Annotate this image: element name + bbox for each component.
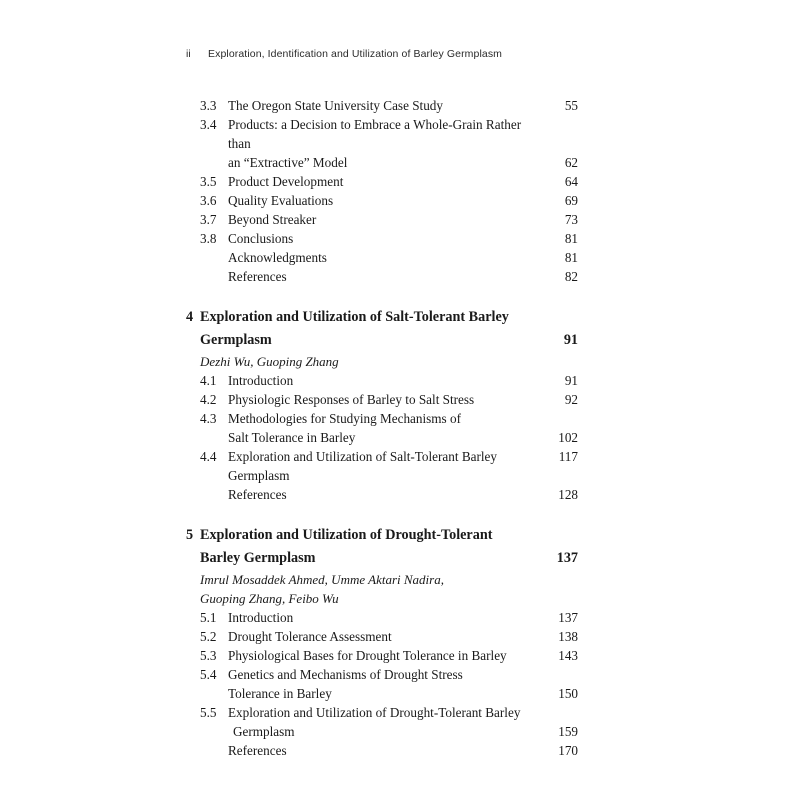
entry-page-number: 64	[564, 174, 578, 189]
toc-entry-continuation[interactable]	[186, 428, 578, 447]
section-gap	[186, 504, 578, 524]
toc-entry-backmatter[interactable]	[186, 485, 578, 504]
toc-entry-continuation[interactable]	[186, 684, 578, 703]
toc-entry-backmatter[interactable]	[186, 248, 578, 267]
section-number: 5.2	[200, 629, 217, 644]
entry-page-number: 170	[558, 743, 578, 758]
entry-title: Exploration and Utilization of Drought-Tolerant Barley	[228, 705, 521, 720]
chapter-authors	[186, 589, 578, 608]
entry-title: Introduction	[228, 610, 294, 625]
entry-page-number: 150	[558, 686, 578, 701]
entry-page-number: 128	[558, 487, 578, 502]
entry-title: Barley Germplasm	[200, 550, 316, 566]
table-of-contents	[186, 96, 578, 760]
entry-title: Acknowledgments	[228, 250, 327, 265]
toc-entry-section[interactable]	[186, 665, 578, 684]
toc-entry-section[interactable]	[186, 96, 578, 115]
entry-page-number: 102	[558, 430, 578, 445]
entry-page-number: 138	[558, 629, 578, 644]
entry-page-number: 62	[564, 155, 578, 170]
entry-title: Products: a Decision to Embrace a Whole-Grain Rather than	[228, 117, 522, 151]
toc-entry-section[interactable]	[186, 646, 578, 665]
toc-entry-continuation[interactable]	[186, 547, 578, 570]
entry-title: The Oregon State University Case Study	[228, 98, 443, 113]
section-number: 4.4	[200, 449, 217, 464]
author-names: Imrul Mosaddek Ahmed, Umme Aktari Nadira,	[200, 572, 444, 587]
entry-title: Physiological Bases for Drought Tolerance in Barley	[228, 648, 507, 663]
entry-title: an “Extractive” Model	[228, 155, 348, 170]
running-header-title: Exploration, Identification and Utilization of Barley Germplasm	[208, 48, 503, 60]
entry-page-number: 92	[564, 392, 578, 407]
toc-entry-section[interactable]	[186, 191, 578, 210]
entry-title: Conclusions	[228, 231, 294, 246]
entry-page-number: 82	[564, 269, 578, 284]
section-number: 3.3	[200, 98, 217, 113]
toc-entry-section[interactable]	[186, 703, 578, 722]
toc-entry-section[interactable]	[186, 608, 578, 627]
chapter-authors	[186, 352, 578, 371]
section-number: 3.6	[200, 193, 217, 208]
entry-page-number: 69	[564, 193, 578, 208]
entry-page-number: 73	[564, 212, 578, 227]
entry-title: Germplasm	[200, 332, 272, 348]
toc-entry-section[interactable]	[186, 172, 578, 191]
entry-page-number: 81	[564, 250, 578, 265]
toc-entry-chapter[interactable]	[186, 524, 578, 547]
toc-entry-continuation[interactable]	[186, 153, 578, 172]
entry-title: Tolerance in Barley	[228, 686, 332, 701]
toc-entry-backmatter[interactable]	[186, 267, 578, 286]
toc-entry-section[interactable]	[186, 447, 578, 485]
entry-title: Product Development	[228, 174, 344, 189]
section-number: 5.3	[200, 648, 217, 663]
section-number: 4.3	[200, 411, 217, 426]
toc-entry-section[interactable]	[186, 115, 578, 153]
author-names: Guoping Zhang, Feibo Wu	[200, 591, 339, 606]
section-number: 5.4	[200, 667, 217, 682]
entry-page-number: 159	[558, 724, 578, 739]
section-number: 4.1	[200, 373, 217, 388]
entry-title: Physiologic Responses of Barley to Salt Stress	[228, 392, 475, 407]
toc-entry-chapter[interactable]	[186, 306, 578, 329]
chapter-number: 4	[186, 309, 194, 325]
chapter-number: 5	[186, 527, 194, 543]
section-number: 3.4	[200, 117, 217, 132]
chapter-authors	[186, 570, 578, 589]
section-number: 3.7	[200, 212, 217, 227]
entry-page-number: 81	[564, 231, 578, 246]
entry-title: Salt Tolerance in Barley	[228, 430, 356, 445]
entry-title: Exploration and Utilization of Salt-Tolerant Barley	[200, 309, 509, 325]
entry-title: References	[228, 743, 287, 758]
section-number: 3.5	[200, 174, 217, 189]
entry-title: Beyond Streaker	[228, 212, 317, 227]
entry-page-number: 117	[558, 449, 578, 464]
entry-page-number: 137	[556, 550, 578, 566]
section-number: 4.2	[200, 392, 217, 407]
section-gap	[186, 286, 578, 306]
toc-entry-section[interactable]	[186, 210, 578, 229]
entry-title: Germplasm	[233, 724, 295, 739]
section-number: 5.1	[200, 610, 217, 625]
entry-title: Introduction	[228, 373, 294, 388]
toc-entry-backmatter[interactable]	[186, 741, 578, 760]
author-indent	[186, 570, 200, 589]
entry-title: References	[228, 269, 287, 284]
author-indent	[186, 589, 200, 608]
toc-entry-section[interactable]	[186, 390, 578, 409]
toc-entry-continuation[interactable]	[186, 329, 578, 352]
section-number: 5.5	[200, 705, 217, 720]
entry-title: Quality Evaluations	[228, 193, 334, 208]
entry-title: Genetics and Mechanisms of Drought Stress	[228, 667, 463, 682]
running-header	[186, 48, 502, 60]
entry-page-number: 55	[564, 98, 578, 113]
entry-title: References	[228, 487, 287, 502]
entry-page-number: 143	[558, 648, 578, 663]
author-names: Dezhi Wu, Guoping Zhang	[200, 354, 339, 369]
entry-title: Drought Tolerance Assessment	[228, 629, 392, 644]
toc-entry-section[interactable]	[186, 627, 578, 646]
entry-title: Exploration and Utilization of Salt-Tolerant Barley Germplasm	[228, 449, 497, 483]
entry-page-number: 137	[558, 610, 578, 625]
entry-title: Methodologies for Studying Mechanisms of	[228, 411, 461, 426]
toc-entry-section[interactable]	[186, 409, 578, 428]
toc-entry-section[interactable]	[186, 371, 578, 390]
section-number: 3.8	[200, 231, 217, 246]
toc-entry-section[interactable]	[186, 229, 578, 248]
author-indent	[186, 352, 200, 371]
entry-title: Exploration and Utilization of Drought-Tolerant	[200, 527, 493, 543]
page-folio: ii	[186, 48, 191, 60]
entry-page-number: 91	[564, 373, 578, 388]
entry-page-number: 91	[563, 332, 578, 348]
toc-entry-continuation[interactable]	[186, 722, 578, 741]
